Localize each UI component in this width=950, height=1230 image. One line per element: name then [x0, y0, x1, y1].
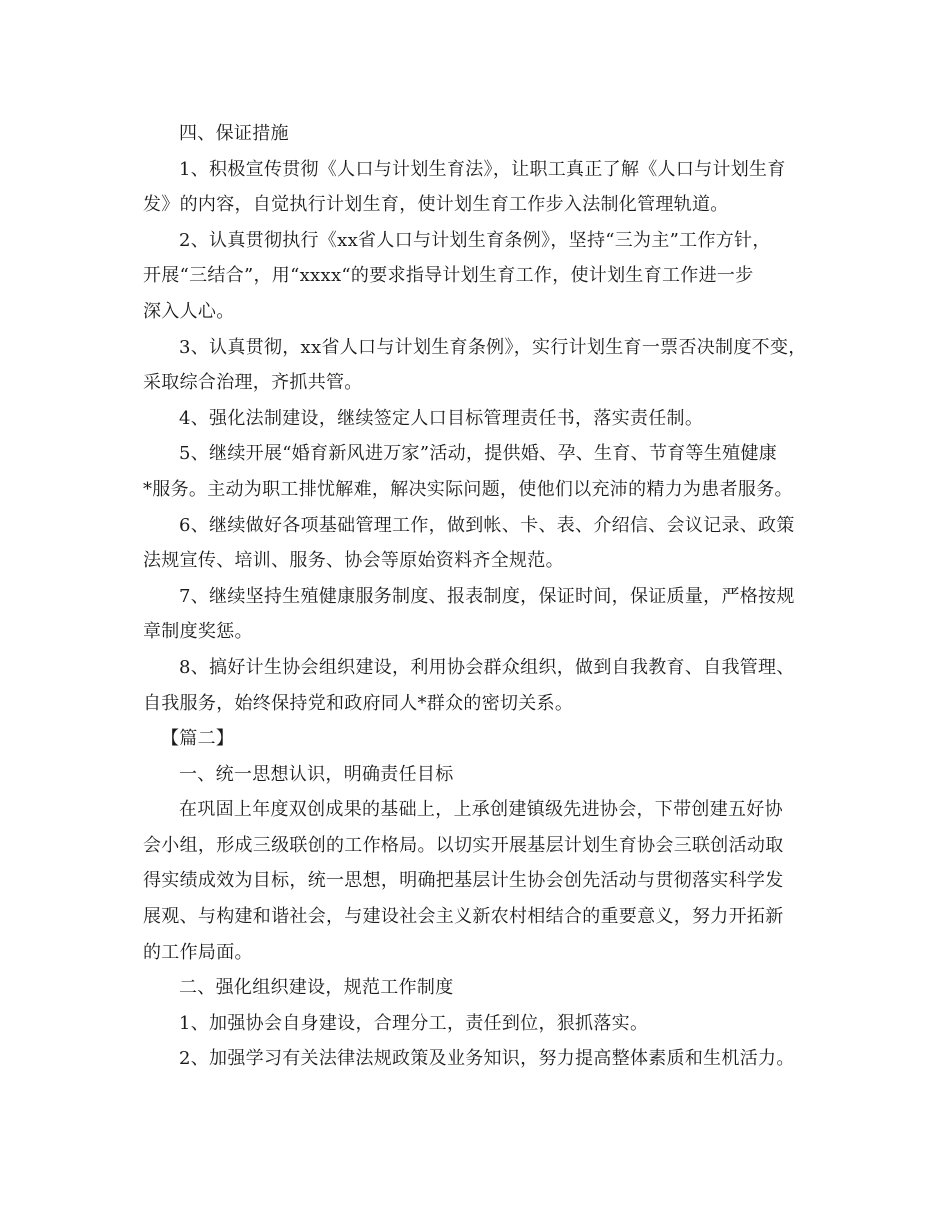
section-heading: 一、统一思想认识，明确责任目标 [179, 763, 454, 785]
paragraph-line: 在巩固上年度双创成果的基础上，上承创建镇级先进协会，下带创建五好协 [179, 799, 783, 821]
paragraph-line: 发》的内容，自觉执行计划生育，使计划生育工作步入法制化管理轨道。 [143, 194, 729, 216]
paragraph-line: 的工作局面。 [143, 941, 253, 963]
paragraph-line: 1、加强协会自身建设，合理分工，责任到位，狠抓落实。 [179, 1012, 649, 1034]
paragraph-line: 展观、与构建和谐社会，与建设社会主义新农村相结合的重要意义，努力开拓新 [143, 906, 784, 928]
paragraph-line: 会小组，形成三级联创的工作格局。以切实开展基层计划生育协会三联创活动取 [143, 834, 784, 856]
paragraph-line: 2、加强学习有关法律法规政策及业务知识，努力提高整体素质和生机活力。 [179, 1048, 795, 1070]
document-body [143, 116, 823, 1077]
paragraph-line: 2、认真贯彻执行《xx省人口与计划生育条例》，坚持“三为主”工作方针， [179, 229, 771, 251]
section-heading: 四、保证措施 [179, 123, 289, 144]
paragraph-line: 章制度奖惩。 [143, 621, 253, 643]
paragraph-line: 6、继续做好各项基础管理工作，做到帐、卡、表、介绍信、会议记录、政策 [179, 514, 795, 536]
paragraph-line: 5、继续开展“婚育新风进万家”活动，提供婚、孕、生育、节育等生殖健康 [179, 443, 778, 465]
paragraph-line: 7、继续坚持生殖健康服务制度、报表制度，保证时间，保证质量，严格按规 [179, 585, 795, 607]
paragraph-line: 8、搞好计生协会组织建设，利用协会群众组织，做到自我教育、自我管理、 [179, 656, 795, 678]
paragraph-line: 法规宣传、培训、服务、协会等原始资料齐全规范。 [143, 550, 564, 572]
paragraph-line: 开展“三结合”，用“xxxx“的要求指导计划生育工作，使计划生育工作进一步 [143, 265, 754, 287]
part-heading: 【篇二】 [161, 728, 235, 750]
paragraph-line: *服务。主动为职工排忧解难，解决实际问题，使他们以充沛的精力为患者服务。 [143, 478, 793, 500]
paragraph-line: 深入人心。 [143, 300, 235, 322]
paragraph-line: 1、积极宣传贯彻《人口与计划生育法》，让职工真正了解《人口与计划生育 [179, 158, 786, 180]
paragraph-line: 3、认真贯彻，xx省人口与计划生育条例》，实行计划生育一票否决制度不变， [179, 336, 807, 358]
paragraph-line: 4、强化法制建设，继续签定人口目标管理责任书，落实责任制。 [179, 407, 704, 429]
paragraph-line: 采取综合治理，齐抓共管。 [143, 372, 363, 394]
section-heading: 二、强化组织建设，规范工作制度 [179, 977, 454, 999]
paragraph-line: 自我服务，始终保持党和政府同人*群众的密切关系。 [143, 692, 574, 714]
paragraph-line: 得实绩成效为目标，统一思想，明确把基层计生协会创先活动与贯彻落实科学发 [143, 870, 784, 892]
